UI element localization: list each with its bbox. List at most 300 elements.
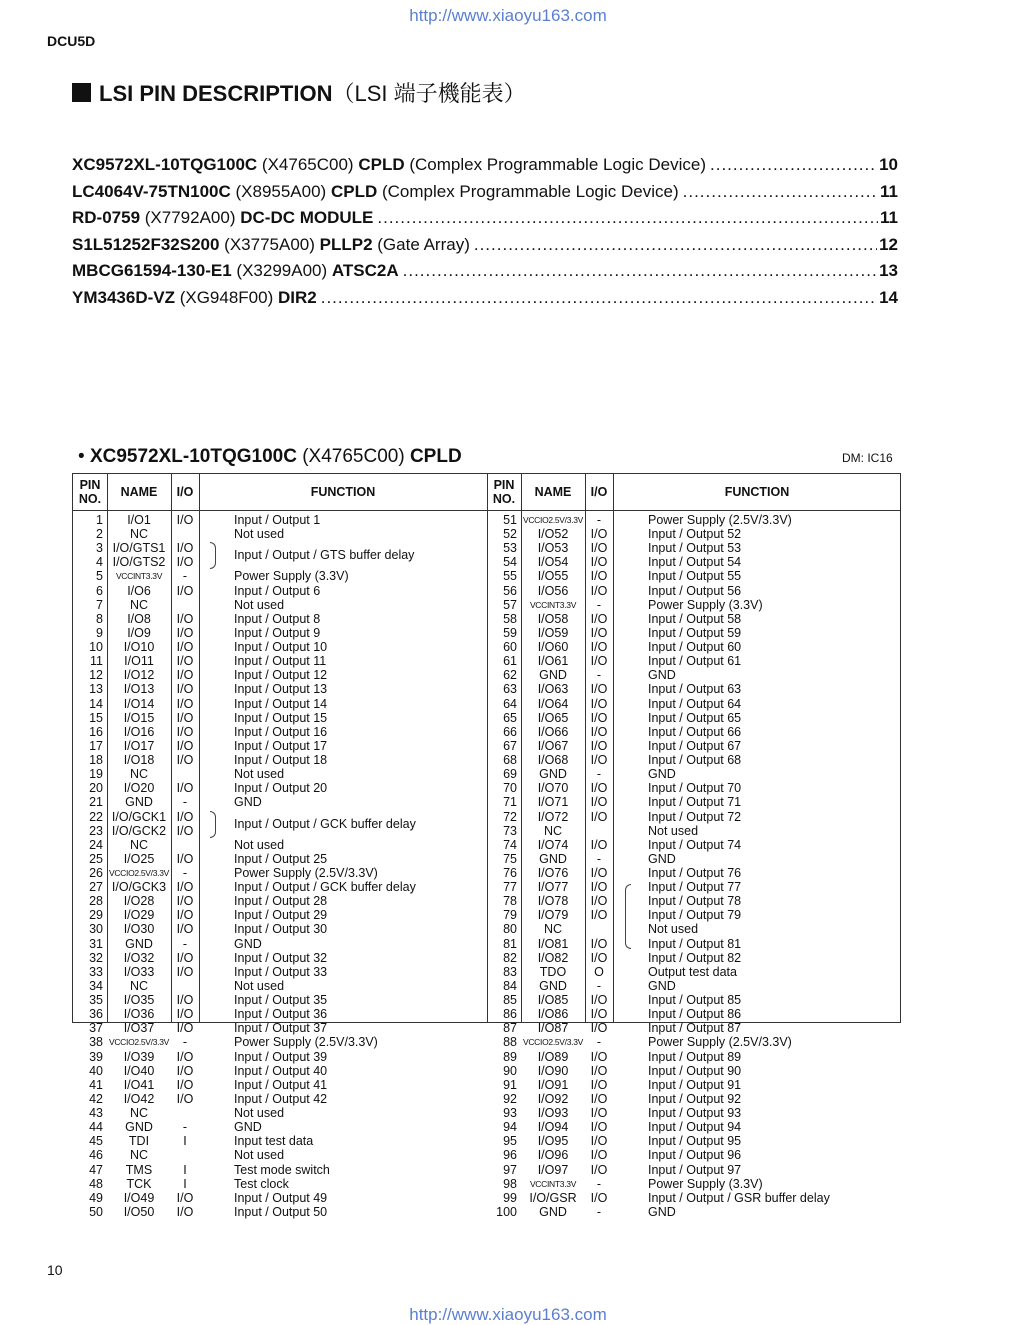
pin-function: Test clock <box>234 1176 289 1191</box>
pin-function: GND <box>648 1204 676 1219</box>
pin-function: Input / Output 35 <box>234 993 328 1008</box>
pin-function: Input / Output 95 <box>648 1134 742 1149</box>
pin-name: I/O25 <box>123 851 155 866</box>
pin-number: 68 <box>503 753 517 768</box>
pin-name: I/O87 <box>537 1021 569 1036</box>
pin-number: 85 <box>503 993 517 1008</box>
pin-function: Input / Output 49 <box>234 1190 328 1205</box>
pin-function: GND <box>234 936 262 951</box>
toc-page: 13 <box>879 261 898 281</box>
pin-function: Test mode switch <box>234 1162 330 1177</box>
pin-name: VCCIO2.5V/3.3V <box>522 1037 584 1048</box>
toc-code: (X4765C00) <box>257 155 359 174</box>
pin-function: Input / Output 54 <box>648 555 742 570</box>
pin-name: I/O71 <box>537 795 569 810</box>
pin-number: 57 <box>503 597 517 612</box>
pin-name: I/O50 <box>123 1204 155 1219</box>
pin-io: I/O <box>590 1190 608 1205</box>
toc-entry <box>72 235 474 255</box>
pin-number: 37 <box>89 1021 103 1036</box>
pin-number: 43 <box>89 1106 103 1121</box>
pin-name: I/O8 <box>127 611 151 626</box>
pin-function: Input / Output 65 <box>648 710 742 725</box>
pin-number: 83 <box>503 964 517 979</box>
pin-number: 46 <box>89 1148 103 1163</box>
toc-row[interactable] <box>72 155 898 182</box>
pin-function: Input / Output 8 <box>234 611 321 626</box>
pin-function: Input / Output 25 <box>234 851 328 866</box>
pin-name: I/O78 <box>537 894 569 909</box>
pin-function: Not used <box>648 922 699 937</box>
pin-name: I/O/GCK2 <box>111 823 167 838</box>
pin-io: I/O <box>176 738 194 753</box>
pin-number: 25 <box>89 851 103 866</box>
toc-part: S1L51252F32S200 <box>72 234 220 254</box>
pin-name: NC <box>129 978 149 993</box>
toc-part: RD-0759 <box>72 208 141 228</box>
toc-page: 11 <box>880 181 898 201</box>
dm-label: DM: IC16 <box>842 451 893 465</box>
pin-number: 39 <box>89 1049 103 1064</box>
pin-name: GND <box>539 1204 567 1219</box>
pin-name: VCCIO2.5V/3.3V <box>108 868 170 878</box>
pin-function: Input / Output 20 <box>234 781 328 796</box>
pin-name: I/O96 <box>537 1148 569 1163</box>
pin-io: I/O <box>176 724 194 739</box>
pin-function: Input / Output 33 <box>234 964 328 979</box>
pin-io: - <box>596 978 602 993</box>
pin-io: I/O <box>590 781 608 796</box>
pin-function: Not used <box>234 597 285 612</box>
pin-name: I/O70 <box>537 781 569 796</box>
pin-function: Input / Output 63 <box>648 682 742 697</box>
toc-desc: (Complex Programmable Logic Device) <box>377 181 679 201</box>
url-top[interactable]: http://www.xiaoyu163.com <box>409 6 607 25</box>
pin-name: GND <box>125 936 153 951</box>
pin-function: Input test data <box>234 1134 314 1149</box>
pin-io: - <box>182 569 188 584</box>
pin-io: I/O <box>590 1134 608 1149</box>
page-number: 10 <box>47 1262 63 1278</box>
pin-number: 75 <box>503 851 517 866</box>
pin-io: I/O <box>590 611 608 626</box>
pin-function: Input / Output 66 <box>648 724 742 739</box>
pin-function: Input / Output 79 <box>648 908 742 923</box>
pin-name: I/O11 <box>124 654 154 669</box>
pin-name: I/O14 <box>123 696 155 711</box>
pin-number: 59 <box>503 625 517 640</box>
pin-function: Not used <box>234 527 285 542</box>
pin-io: I/O <box>176 1190 194 1205</box>
pin-function: GND <box>234 795 262 810</box>
pin-number: 78 <box>503 894 517 909</box>
pin-io: I/O <box>590 527 608 542</box>
pin-number: 67 <box>503 738 517 753</box>
pin-number: 54 <box>503 555 517 570</box>
header-name: NAME <box>120 485 158 499</box>
pin-io: I/O <box>176 611 194 626</box>
toc-leader <box>403 261 877 281</box>
pin-function: Power Supply (3.3V) <box>234 569 349 584</box>
pin-function: Input / Output 87 <box>648 1021 742 1036</box>
pin-io: - <box>596 1204 602 1219</box>
pin-function: Input / Output 11 <box>234 654 327 669</box>
pin-number: 48 <box>89 1176 103 1191</box>
pin-number: 42 <box>89 1091 103 1106</box>
pin-number: 90 <box>503 1063 517 1078</box>
pin-name: I/O/GTS2 <box>112 555 166 570</box>
pin-io: I/O <box>590 837 608 852</box>
pin-number: 88 <box>503 1035 517 1050</box>
pin-function: Input / Output 74 <box>648 837 742 852</box>
pin-number: 97 <box>503 1162 517 1177</box>
toc-leader <box>377 208 878 228</box>
header-io: I/O <box>590 485 608 499</box>
pin-number: 14 <box>89 696 103 711</box>
pin-function: Input / Output 14 <box>234 696 328 711</box>
toc-part: MBCG61594-130-E1 <box>72 261 232 281</box>
pin-function: Input / Output 82 <box>648 950 742 965</box>
pin-function: Input / Output 13 <box>234 682 328 697</box>
pin-function: Input / Output 70 <box>648 781 742 796</box>
pin-io: I/O <box>590 555 608 570</box>
toc-entry <box>72 208 377 228</box>
toc-page: 11 <box>880 208 898 228</box>
pin-function: Input / Output 1 <box>234 513 321 527</box>
pin-io: I/O <box>176 894 194 909</box>
pin-io: I/O <box>590 795 608 810</box>
pin-name: VCCINT3.3V <box>529 1178 577 1189</box>
toc-row[interactable] <box>72 261 898 288</box>
pin-name: I/O63 <box>537 682 569 697</box>
pin-io: I/O <box>590 710 608 725</box>
toc-row[interactable] <box>72 235 898 262</box>
column-divider <box>613 474 614 1022</box>
pin-function: GND <box>648 851 676 866</box>
pin-io: I <box>183 1162 187 1177</box>
section-code: (X4765C00) <box>296 446 410 467</box>
pin-number: 71 <box>503 795 517 810</box>
toc-entry <box>72 182 683 202</box>
pin-name: I/O18 <box>123 753 155 768</box>
pin-number: 80 <box>503 922 517 937</box>
pin-number: 24 <box>89 837 103 852</box>
pin-function: Power Supply (2.5V/3.3V) <box>648 513 792 527</box>
pin-name: I/O94 <box>537 1120 569 1135</box>
pin-io: I/O <box>590 908 608 923</box>
pin-io: I/O <box>590 640 608 655</box>
pin-function: Input / Output 61 <box>648 654 742 669</box>
pin-function: Input / Output 97 <box>648 1162 742 1177</box>
pin-number: 50 <box>89 1204 103 1219</box>
toc-code: (X3775A00) <box>219 234 320 254</box>
header-function: FUNCTION <box>724 485 790 499</box>
pin-function: Not used <box>648 823 699 838</box>
pin-name: I/O41 <box>123 1077 155 1092</box>
pin-name: NC <box>129 1106 149 1121</box>
pin-number: 11 <box>90 654 103 669</box>
pin-io: I/O <box>176 1049 194 1064</box>
pin-number: 55 <box>503 569 517 584</box>
pin-io: I/O <box>176 682 194 697</box>
pin-number: 87 <box>503 1021 517 1036</box>
toc-code: (XG948F00) <box>174 287 278 307</box>
title-jp: （LSI 端子機能表） <box>332 81 526 106</box>
pin-number: 47 <box>89 1162 103 1177</box>
pin-number: 12 <box>89 668 103 683</box>
toc-page: 12 <box>879 234 898 254</box>
pin-number: 60 <box>503 640 517 655</box>
pin-function: Power Supply (3.3V) <box>648 1176 763 1191</box>
column-divider <box>199 474 200 1022</box>
pin-name: I/O15 <box>123 710 155 725</box>
pin-number: 94 <box>503 1120 517 1135</box>
pin-number: 52 <box>503 527 517 542</box>
toc-leader <box>321 288 877 308</box>
pin-function: Input / Output 16 <box>234 724 328 739</box>
pin-io: I/O <box>590 753 608 768</box>
pin-function: Input / Output / GCK buffer delay <box>234 880 416 895</box>
pin-name: I/O82 <box>537 950 569 965</box>
toc-type: DC-DC MODULE <box>240 208 374 228</box>
pin-name: I/O91 <box>537 1077 569 1092</box>
pin-number: 72 <box>503 809 517 824</box>
pin-io: I/O <box>176 993 194 1008</box>
pin-number: 61 <box>503 654 517 669</box>
toc-type: CPLD <box>358 155 405 174</box>
pin-function: Power Supply (2.5V/3.3V) <box>648 1035 792 1050</box>
url-bottom[interactable]: http://www.xiaoyu163.com <box>409 1305 607 1324</box>
pin-function: Input / Output 67 <box>648 738 742 753</box>
pin-name: TCK <box>126 1176 152 1191</box>
pin-name: I/O/GSR <box>529 1190 577 1205</box>
pin-function: Not used <box>234 837 285 852</box>
pin-io: I/O <box>176 880 194 895</box>
pin-function: Input / Output 42 <box>234 1091 328 1106</box>
pin-io: - <box>596 767 602 782</box>
pin-name: I/O95 <box>537 1134 569 1149</box>
pin-number: 26 <box>89 866 103 880</box>
pin-name: I/O67 <box>537 738 569 753</box>
pin-io: I/O <box>176 1204 194 1219</box>
pin-function: GND <box>648 978 676 993</box>
pin-name: I/O32 <box>123 950 155 965</box>
pin-number: 34 <box>89 978 103 993</box>
pin-function: Input / Output 50 <box>234 1204 328 1219</box>
pin-name: I/O33 <box>123 964 155 979</box>
pin-name: NC <box>543 823 563 838</box>
pin-function: Input / Output 39 <box>234 1049 328 1064</box>
toc-row[interactable] <box>72 182 898 209</box>
pin-io: I/O <box>590 1106 608 1121</box>
pin-function: Input / Output 52 <box>648 527 742 542</box>
pin-number: 99 <box>503 1190 517 1205</box>
pin-io: I/O <box>590 625 608 640</box>
pin-io: I/O <box>590 866 608 880</box>
pin-name: I/O93 <box>537 1106 569 1121</box>
brace-icon <box>210 811 216 838</box>
toc-leader <box>474 235 877 255</box>
pin-number: 64 <box>503 696 517 711</box>
pin-io: I/O <box>176 668 194 683</box>
pin-function: Input / Output 12 <box>234 668 328 683</box>
pin-function: Input / Output 86 <box>648 1007 742 1022</box>
pin-io: I/O <box>590 809 608 824</box>
pin-name: I/O55 <box>537 569 569 584</box>
pin-number: 82 <box>503 950 517 965</box>
pin-number: 69 <box>503 767 517 782</box>
pin-name: I/O79 <box>537 908 569 923</box>
pin-io: I/O <box>590 950 608 965</box>
pin-io: I/O <box>176 696 194 711</box>
pin-number: 76 <box>503 866 517 880</box>
pin-number: 7 <box>96 597 103 612</box>
pin-name: VCCINT3.3V <box>115 571 163 582</box>
pin-number: 32 <box>89 950 103 965</box>
pin-name: I/O12 <box>123 668 155 683</box>
toc-leader <box>710 155 877 175</box>
pin-function: Input / Output 90 <box>648 1063 742 1078</box>
pin-number: 74 <box>503 837 517 852</box>
pin-number: 23 <box>89 823 103 838</box>
pin-function: Input / Output 28 <box>234 894 328 909</box>
pin-io: I/O <box>176 823 194 838</box>
pin-name: GND <box>125 1120 153 1135</box>
pin-name: VCCIO2.5V/3.3V <box>522 515 584 525</box>
pin-io: I/O <box>590 696 608 711</box>
pin-name: I/O90 <box>537 1063 569 1078</box>
pin-function: Input / Output 71 <box>648 795 742 810</box>
pin-number: 9 <box>96 625 103 640</box>
pin-function: Input / Output / GSR buffer delay <box>648 1190 830 1205</box>
pin-number: 92 <box>503 1091 517 1106</box>
pin-name: I/O35 <box>123 993 155 1008</box>
pin-number: 49 <box>89 1190 103 1205</box>
pin-io: I/O <box>176 640 194 655</box>
pin-name: I/O66 <box>537 724 569 739</box>
pin-io: I/O <box>176 1021 194 1036</box>
pin-io: I/O <box>176 625 194 640</box>
pin-io: I/O <box>590 1049 608 1064</box>
pin-io: I/O <box>176 541 194 556</box>
pin-function: Input / Output 29 <box>234 908 328 923</box>
pin-io: I/O <box>176 1007 194 1022</box>
pin-function: Input / Output 92 <box>648 1091 742 1106</box>
toc-type: DIR2 <box>277 287 317 307</box>
pin-number: 19 <box>89 767 103 782</box>
pin-number: 35 <box>89 993 103 1008</box>
pin-name: I/O28 <box>123 894 155 909</box>
pin-io: I/O <box>176 950 194 965</box>
pin-number: 65 <box>503 710 517 725</box>
pin-io: I/O <box>176 1063 194 1078</box>
pin-io: O <box>594 964 604 979</box>
pin-number: 2 <box>96 527 103 542</box>
pin-number: 27 <box>89 880 103 895</box>
pin-number: 28 <box>89 894 103 909</box>
pin-io: I/O <box>590 724 608 739</box>
pin-function: Input / Output 72 <box>648 809 742 824</box>
pin-function: Input / Output 59 <box>648 625 742 640</box>
pin-function: Input / Output 30 <box>234 922 328 937</box>
pin-name: I/O54 <box>537 555 569 570</box>
pin-name: I/O61 <box>537 654 569 669</box>
pin-name: NC <box>129 767 149 782</box>
pin-function: Power Supply (2.5V/3.3V) <box>234 866 378 880</box>
section-part: XC9572XL-10TQG100C <box>89 446 297 467</box>
pin-name: I/O17 <box>123 738 155 753</box>
pin-number: 20 <box>89 781 103 796</box>
pin-name: I/O53 <box>537 541 569 556</box>
pin-function: Input / Output 15 <box>234 710 328 725</box>
pin-name: I/O97 <box>537 1162 569 1177</box>
pin-name: GND <box>539 767 567 782</box>
pin-function: Input / Output 60 <box>648 640 742 655</box>
header-name: NAME <box>534 485 572 499</box>
square-bullet-icon <box>72 83 91 102</box>
toc-page: 10 <box>879 155 898 174</box>
pin-function: Input / Output 40 <box>234 1063 328 1078</box>
pin-number: 84 <box>503 978 517 993</box>
pin-io: I/O <box>176 710 194 725</box>
pin-io: I/O <box>176 781 194 796</box>
pin-function: Power Supply (3.3V) <box>648 597 763 612</box>
pin-name: I/O42 <box>123 1091 155 1106</box>
pin-number: 22 <box>89 809 103 824</box>
pin-name: NC <box>543 922 563 937</box>
pin-io: I/O <box>176 908 194 923</box>
toc-desc: (Complex Programmable Logic Device) <box>404 155 706 174</box>
toc-row[interactable] <box>72 288 898 315</box>
title-main: LSI PIN DESCRIPTION <box>99 81 333 106</box>
pin-function: Not used <box>234 978 285 993</box>
pin-name: GND <box>125 795 153 810</box>
pin-io: I/O <box>590 654 608 669</box>
pin-number: 4 <box>96 555 103 570</box>
pin-name: I/O64 <box>537 696 569 711</box>
pin-number: 16 <box>89 724 103 739</box>
pin-name: TDO <box>539 964 567 979</box>
pin-io: I/O <box>590 1148 608 1163</box>
pin-name: I/O85 <box>537 993 569 1008</box>
pin-name: I/O/GCK3 <box>111 880 167 895</box>
pin-number: 95 <box>503 1134 517 1149</box>
pin-name: I/O36 <box>123 1007 155 1022</box>
pin-name: I/O30 <box>123 922 155 937</box>
pin-io: I/O <box>590 936 608 951</box>
pin-io: - <box>182 866 188 880</box>
pin-table <box>72 473 901 1219</box>
toc-code: (X3299A00) <box>231 261 332 281</box>
pin-name: I/O6 <box>127 583 151 598</box>
toc-page: 14 <box>879 287 898 307</box>
table-of-contents <box>72 155 898 315</box>
pin-io: I/O <box>590 1021 608 1036</box>
toc-leader <box>683 182 878 202</box>
pin-number: 63 <box>503 682 517 697</box>
toc-type: CPLD <box>330 181 378 201</box>
pin-name: I/O77 <box>537 880 569 895</box>
pin-io: I/O <box>176 583 194 598</box>
toc-row[interactable] <box>72 208 898 235</box>
pin-number: 96 <box>503 1148 517 1163</box>
toc-type: PLLP2 <box>319 234 373 254</box>
pin-name: NC <box>129 1148 149 1163</box>
pin-number: 89 <box>503 1049 517 1064</box>
pin-number: 5 <box>96 569 103 584</box>
pin-number: 66 <box>503 724 517 739</box>
pin-name: I/O89 <box>537 1049 569 1064</box>
